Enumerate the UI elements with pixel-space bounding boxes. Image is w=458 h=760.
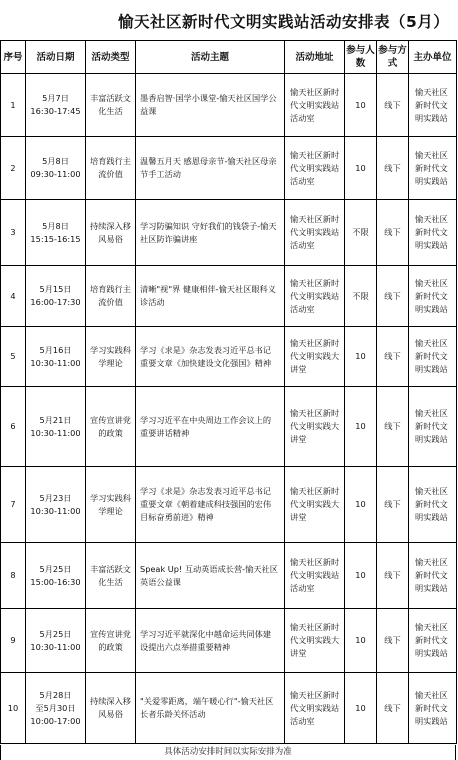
cell-type: 学习实践科学理论: [86, 467, 136, 543]
cell-venue: 愉天社区新时代文明实践站活动室: [285, 266, 345, 327]
cell-no: 1: [1, 74, 26, 137]
cell-date: 5月8日 15:15-16:15: [26, 200, 86, 266]
header-venue: 活动地址: [285, 41, 345, 74]
cell-no: 3: [1, 200, 26, 266]
header-row: [1, 41, 457, 74]
cell-venue: 愉天社区新时代文明实践大讲堂: [285, 387, 345, 467]
cell-topic: 学习习近平就深化中越命运共同体建设提出六点举措重要精神: [136, 609, 285, 673]
cell-type: 宣传宣讲党的政策: [86, 609, 136, 673]
header-org: 主办单位: [409, 41, 457, 74]
cell-mode: 线下: [377, 74, 409, 137]
cell-count: 10: [345, 74, 377, 137]
header-mode: 参与方式: [377, 41, 409, 74]
cell-no: 7: [1, 467, 26, 543]
cell-type: 培育践行主流价值: [86, 266, 136, 327]
cell-date: 5月23日 10:30-11:00: [26, 467, 86, 543]
cell-venue: 愉天社区新时代文明实践站活动室: [285, 200, 345, 266]
cell-topic: "关爱零距离，端午暖心行"-愉天社区长者乐龄关怀活动: [136, 673, 285, 744]
cell-org: 愉天社区新时代文明实践站: [409, 467, 457, 543]
cell-org: 愉天社区新时代文明实践站: [409, 200, 457, 266]
cell-mode: 线下: [377, 609, 409, 673]
cell-mode: 线下: [377, 137, 409, 200]
cell-type: 宣传宣讲党的政策: [86, 387, 136, 467]
cell-count: 10: [345, 327, 377, 387]
cell-no: 5: [1, 327, 26, 387]
page-title: [0, 8, 458, 32]
cell-no: 2: [1, 137, 26, 200]
cell-count: 不限: [345, 200, 377, 266]
table-row: [1, 543, 457, 609]
cell-venue: 愉天社区新时代文明实践大讲堂: [285, 609, 345, 673]
cell-date: 5月25日 10:30-11:00: [26, 609, 86, 673]
cell-date: 5月16日 10:30-11:00: [26, 327, 86, 387]
cell-count: 10: [345, 387, 377, 467]
cell-mode: 线下: [377, 673, 409, 744]
cell-topic: 学习防骗知识 守好我们的钱袋子-愉天社区防诈骗讲座: [136, 200, 285, 266]
cell-date: 5月28日 至5月30日 10:00-17:00: [26, 673, 86, 744]
cell-count: 10: [345, 673, 377, 744]
cell-no: 9: [1, 609, 26, 673]
cell-org: 愉天社区新时代文明实践站: [409, 543, 457, 609]
cell-count: 10: [345, 467, 377, 543]
table-row: [1, 387, 457, 467]
cell-venue: 愉天社区新时代文明实践站活动室: [285, 137, 345, 200]
table-row: [1, 137, 457, 200]
cell-type: 丰富活跃文化生活: [86, 543, 136, 609]
cell-venue: 愉天社区新时代文明实践大讲堂: [285, 327, 345, 387]
cell-topic: 学习《求是》杂志发表习近平总书记重要文章《加快建设文化强国》精神: [136, 327, 285, 387]
cell-mode: 线下: [377, 543, 409, 609]
cell-org: 愉天社区新时代文明实践站: [409, 673, 457, 744]
cell-date: 5月7日 16:30-17:45: [26, 74, 86, 137]
cell-org: 愉天社区新时代文明实践站: [409, 74, 457, 137]
cell-org: 愉天社区新时代文明实践站: [409, 609, 457, 673]
cell-date: 5月8日 09:30-11:00: [26, 137, 86, 200]
cell-topic: 学习《求是》杂志发表习近平总书记重要文章《朝着建成科技强国的宏伟目标奋勇前进》精神: [136, 467, 285, 543]
cell-topic: 温馨五月天 感恩母亲节-愉天社区母亲节手工活动: [136, 137, 285, 200]
cell-venue: 愉天社区新时代文明实践站活动室: [285, 673, 345, 744]
schedule-table: [0, 40, 457, 744]
cell-type: 丰富活跃文化生活: [86, 74, 136, 137]
cell-type: 学习实践科学理论: [86, 327, 136, 387]
header-type: 活动类型: [86, 41, 136, 74]
table-row: [1, 609, 457, 673]
cell-mode: 线下: [377, 266, 409, 327]
cell-topic: 墨香启智·国学小课堂-愉天社区国学公益课: [136, 74, 285, 137]
table-row: [1, 327, 457, 387]
cell-mode: 线下: [377, 387, 409, 467]
page-title-text: 愉天社区新时代文明实践站活动安排表（5月）: [118, 13, 450, 31]
cell-no: 6: [1, 387, 26, 467]
cell-date: 5月25日 15:00-16:30: [26, 543, 86, 609]
cell-count: 不限: [345, 266, 377, 327]
cell-mode: 线下: [377, 467, 409, 543]
schedule-rows: [1, 74, 457, 744]
cell-type: 持续深入移风易俗: [86, 200, 136, 266]
cell-org: 愉天社区新时代文明实践站: [409, 387, 457, 467]
cell-org: 愉天社区新时代文明实践站: [409, 327, 457, 387]
cell-date: 5月15日 16:00-17:30: [26, 266, 86, 327]
header-no: 序号: [1, 41, 26, 74]
header-count: 参与人数: [345, 41, 377, 74]
table-row: [1, 467, 457, 543]
cell-type: 培育践行主流价值: [86, 137, 136, 200]
footer-note: 具体活动安排时间以实际安排为准: [0, 745, 456, 760]
header-topic: 活动主题: [136, 41, 285, 74]
cell-topic: 学习习近平在中央周边工作会议上的重要讲话精神: [136, 387, 285, 467]
cell-venue: 愉天社区新时代文明实践站活动室: [285, 74, 345, 137]
cell-org: 愉天社区新时代文明实践站: [409, 137, 457, 200]
cell-count: 10: [345, 609, 377, 673]
cell-date: 5月21日 10:30-11:00: [26, 387, 86, 467]
cell-venue: 愉天社区新时代文明实践站活动室: [285, 543, 345, 609]
cell-no: 4: [1, 266, 26, 327]
cell-topic: 清晰"视"界 健康相伴-愉天社区眼科义诊活动: [136, 266, 285, 327]
table-row: [1, 74, 457, 137]
cell-no: 10: [1, 673, 26, 744]
cell-no: 8: [1, 543, 26, 609]
header-date: 活动日期: [26, 41, 86, 74]
cell-venue: 愉天社区新时代文明实践大讲堂: [285, 467, 345, 543]
table-row: [1, 266, 457, 327]
cell-topic: Speak Up! 互动英语成长营-愉天社区英语公益课: [136, 543, 285, 609]
cell-org: 愉天社区新时代文明实践站: [409, 266, 457, 327]
cell-type: 持续深入移风易俗: [86, 673, 136, 744]
table-row: [1, 673, 457, 744]
cell-mode: 线下: [377, 327, 409, 387]
cell-mode: 线下: [377, 200, 409, 266]
cell-count: 10: [345, 137, 377, 200]
table-row: [1, 200, 457, 266]
cell-count: 10: [345, 543, 377, 609]
